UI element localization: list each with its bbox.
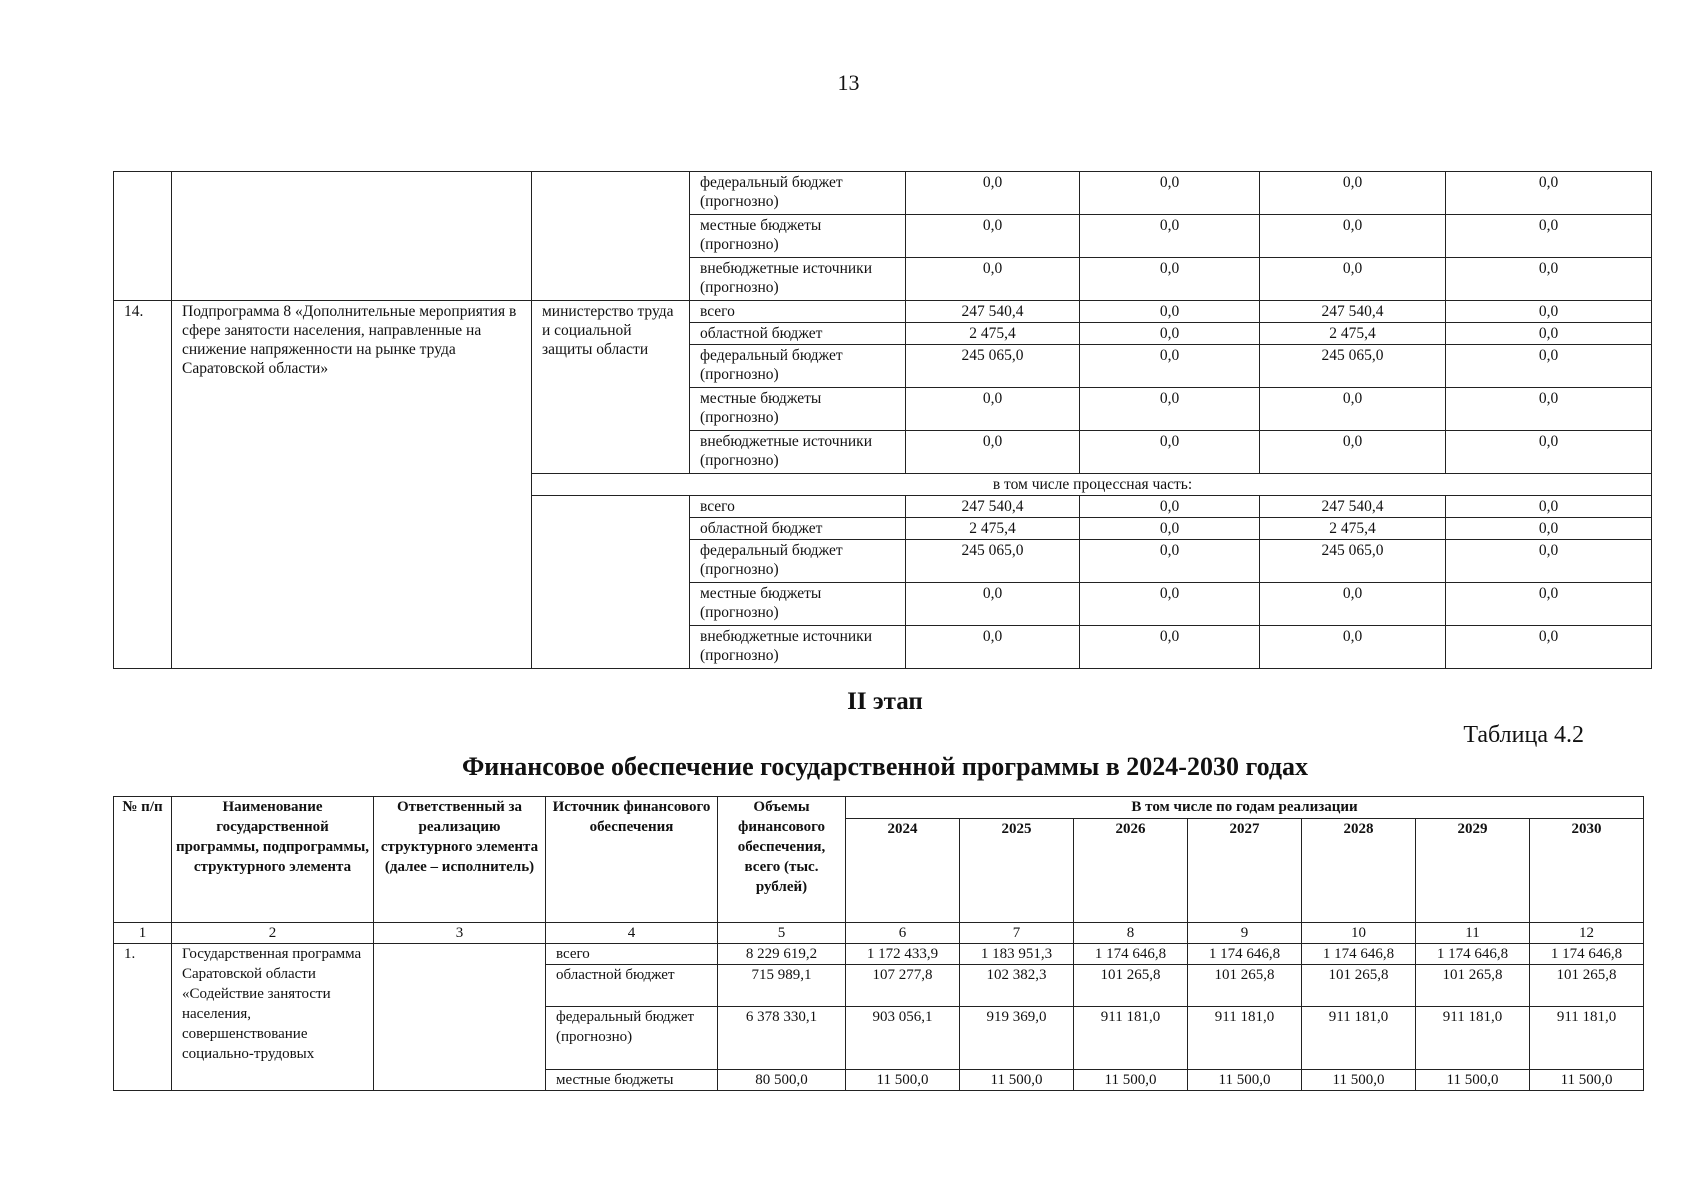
cell-value: 903 056,1 [846, 1007, 960, 1070]
cell-name: Государственная программа Саратовской области «Содействие занятости населения, совершенствование социально-трудовых [172, 944, 374, 1091]
cell-value: 0,0 [1260, 626, 1446, 669]
cell-value: 0,0 [906, 583, 1080, 626]
cell-total: 6 378 330,1 [718, 1007, 846, 1070]
column-number: 7 [960, 923, 1074, 944]
header-year: 2030 [1530, 819, 1644, 923]
cell-executor [374, 944, 546, 1091]
column-number: 9 [1188, 923, 1302, 944]
column-number: 3 [374, 923, 546, 944]
column-number: 5 [718, 923, 846, 944]
table-row [114, 944, 1644, 965]
cell-executor [532, 172, 690, 301]
cell-executor: министерство труда и социальной защиты области [532, 301, 690, 474]
cell-source: местные бюджеты (прогнозно) [690, 388, 906, 431]
cell-value: 247 540,4 [906, 496, 1080, 518]
cell-value: 0,0 [1446, 518, 1652, 540]
table-title: Финансовое обеспечение государственной программы в 2024-2030 годах [461, 752, 1309, 781]
cell-source: внебюджетные источники (прогнозно) [690, 258, 906, 301]
cell-value: 0,0 [1446, 215, 1652, 258]
cell-value: 101 265,8 [1074, 965, 1188, 1007]
cell-value: 247 540,4 [1260, 301, 1446, 323]
cell-name [172, 172, 532, 301]
cell-value: 245 065,0 [1260, 345, 1446, 388]
column-number: 1 [114, 923, 172, 944]
cell-value: 101 265,8 [1302, 965, 1416, 1007]
header-row [114, 797, 1644, 819]
cell-value: 0,0 [1260, 388, 1446, 431]
cell-value: 1 174 646,8 [1302, 944, 1416, 965]
cell-value: 2 475,4 [906, 518, 1080, 540]
cell-value: 0,0 [1080, 215, 1260, 258]
cell-value: 0,0 [1446, 258, 1652, 301]
cell-value: 1 174 646,8 [1188, 944, 1302, 965]
cell-value: 107 277,8 [846, 965, 960, 1007]
cell-source: федеральный бюджет (прогнозно) [546, 1007, 718, 1070]
cell-value: 0,0 [1446, 345, 1652, 388]
cell-value: 11 500,0 [1302, 1070, 1416, 1091]
cell-value: 0,0 [906, 626, 1080, 669]
cell-value: 0,0 [1260, 431, 1446, 474]
cell-source: областной бюджет [690, 518, 906, 540]
cell-value: 0,0 [1080, 323, 1260, 345]
cell-source: областной бюджет [690, 323, 906, 345]
cell-source: внебюджетные источники (прогнозно) [690, 626, 906, 669]
cell-total: 715 989,1 [718, 965, 846, 1007]
column-number: 11 [1416, 923, 1530, 944]
cell-value: 101 265,8 [1530, 965, 1644, 1007]
cell-total: 8 229 619,2 [718, 944, 846, 965]
cell-num: 14. [114, 301, 172, 669]
cell-value: 0,0 [1446, 496, 1652, 518]
cell-value: 247 540,4 [906, 301, 1080, 323]
cell-value: 11 500,0 [1416, 1070, 1530, 1091]
header-total: Объемы финансового обеспечения, всего (тыс. рублей) [718, 797, 846, 923]
financing-table [113, 796, 1644, 1091]
cell-value: 0,0 [1080, 258, 1260, 301]
cell-value: 102 382,3 [960, 965, 1074, 1007]
cell-value: 911 181,0 [1302, 1007, 1416, 1070]
cell-source: всего [690, 496, 906, 518]
column-number-row [114, 923, 1644, 944]
header-year: 2027 [1188, 819, 1302, 923]
cell-value: 0,0 [1260, 172, 1446, 215]
cell-value: 0,0 [906, 431, 1080, 474]
column-number: 6 [846, 923, 960, 944]
header-year: 2028 [1302, 819, 1416, 923]
header-num: № п/п [114, 797, 172, 923]
cell-value: 11 500,0 [1188, 1070, 1302, 1091]
header-year: 2026 [1074, 819, 1188, 923]
cell-value: 0,0 [1446, 583, 1652, 626]
header-year: 2025 [960, 819, 1074, 923]
cell-name: Подпрограмма 8 «Дополнительные мероприятия в сфере занятости населения, направленные на снижение напряженности на рынке труда Саратовской области» [172, 301, 532, 669]
cell-value: 0,0 [906, 388, 1080, 431]
cell-value: 911 181,0 [1188, 1007, 1302, 1070]
cell-value: 0,0 [1446, 626, 1652, 669]
cell-source: федеральный бюджет (прогнозно) [690, 540, 906, 583]
cell-value: 0,0 [1446, 431, 1652, 474]
cell-value: 245 065,0 [1260, 540, 1446, 583]
column-number: 8 [1074, 923, 1188, 944]
cell-value: 2 475,4 [906, 323, 1080, 345]
cell-value: 0,0 [1260, 583, 1446, 626]
cell-value: 0,0 [1080, 388, 1260, 431]
cell-value: 0,0 [1446, 388, 1652, 431]
cell-value: 2 475,4 [1260, 323, 1446, 345]
column-number: 12 [1530, 923, 1644, 944]
cell-num [114, 172, 172, 301]
cell-value: 101 265,8 [1188, 965, 1302, 1007]
cell-value: 911 181,0 [1530, 1007, 1644, 1070]
cell-value: 0,0 [1260, 258, 1446, 301]
cell-source: всего [546, 944, 718, 965]
cell-executor [532, 496, 690, 669]
cell-source: федеральный бюджет (прогнозно) [690, 345, 906, 388]
cell-value: 11 500,0 [846, 1070, 960, 1091]
cell-value: 247 540,4 [1260, 496, 1446, 518]
cell-total: 80 500,0 [718, 1070, 846, 1091]
cell-value: 919 369,0 [960, 1007, 1074, 1070]
cell-value: 0,0 [1080, 431, 1260, 474]
cell-value: 0,0 [1080, 583, 1260, 626]
process-part-label: в том числе процессная часть: [532, 474, 1652, 496]
cell-source: всего [690, 301, 906, 323]
header-year: 2029 [1416, 819, 1530, 923]
header-by-years: В том числе по годам реализации [846, 797, 1644, 819]
table-row [114, 301, 1652, 323]
cell-value: 0,0 [1080, 518, 1260, 540]
cell-num: 1. [114, 944, 172, 1091]
cell-value: 0,0 [1446, 301, 1652, 323]
cell-value: 0,0 [1080, 345, 1260, 388]
cell-value: 0,0 [1080, 496, 1260, 518]
cell-value: 0,0 [906, 172, 1080, 215]
cell-value: 1 174 646,8 [1530, 944, 1644, 965]
cell-source: федеральный бюджет (прогнозно) [690, 172, 906, 215]
cell-value: 911 181,0 [1074, 1007, 1188, 1070]
cell-value: 2 475,4 [1260, 518, 1446, 540]
cell-value: 0,0 [1080, 301, 1260, 323]
column-number: 2 [172, 923, 374, 944]
header-executor: Ответственный за реализацию структурного элемента (далее – исполнитель) [374, 797, 546, 923]
cell-source: местные бюджеты (прогнозно) [690, 215, 906, 258]
cell-value: 0,0 [1446, 323, 1652, 345]
table-label: Таблица 4.2 [1463, 722, 1584, 748]
header-source: Источник финансового обеспечения [546, 797, 718, 923]
header-name: Наименование государственной программы, подпрограммы, структурного элемента [172, 797, 374, 923]
cell-value: 1 172 433,9 [846, 944, 960, 965]
cell-value: 0,0 [1446, 172, 1652, 215]
column-number: 10 [1302, 923, 1416, 944]
cell-value: 245 065,0 [906, 540, 1080, 583]
cell-value: 0,0 [1080, 540, 1260, 583]
cell-value: 11 500,0 [960, 1070, 1074, 1091]
stage-heading: II этап [847, 688, 923, 715]
cell-value: 1 174 646,8 [1074, 944, 1188, 965]
cell-value: 245 065,0 [906, 345, 1080, 388]
cell-value: 101 265,8 [1416, 965, 1530, 1007]
column-number: 4 [546, 923, 718, 944]
cell-value: 0,0 [1260, 215, 1446, 258]
cell-value: 11 500,0 [1530, 1070, 1644, 1091]
cell-source: областной бюджет [546, 965, 718, 1007]
cell-value: 11 500,0 [1074, 1070, 1188, 1091]
cell-value: 0,0 [1446, 540, 1652, 583]
table-row [114, 172, 1652, 215]
page-number: 13 [837, 70, 860, 95]
cell-value: 1 174 646,8 [1416, 944, 1530, 965]
cell-value: 0,0 [1080, 172, 1260, 215]
continuation-table [113, 171, 1652, 669]
cell-value: 1 183 951,3 [960, 944, 1074, 965]
header-year: 2024 [846, 819, 960, 923]
cell-value: 0,0 [906, 215, 1080, 258]
cell-value: 911 181,0 [1416, 1007, 1530, 1070]
cell-value: 0,0 [1080, 626, 1260, 669]
cell-value: 0,0 [906, 258, 1080, 301]
cell-source: местные бюджеты (прогнозно) [690, 583, 906, 626]
cell-source: местные бюджеты [546, 1070, 718, 1091]
cell-source: внебюджетные источники (прогнозно) [690, 431, 906, 474]
